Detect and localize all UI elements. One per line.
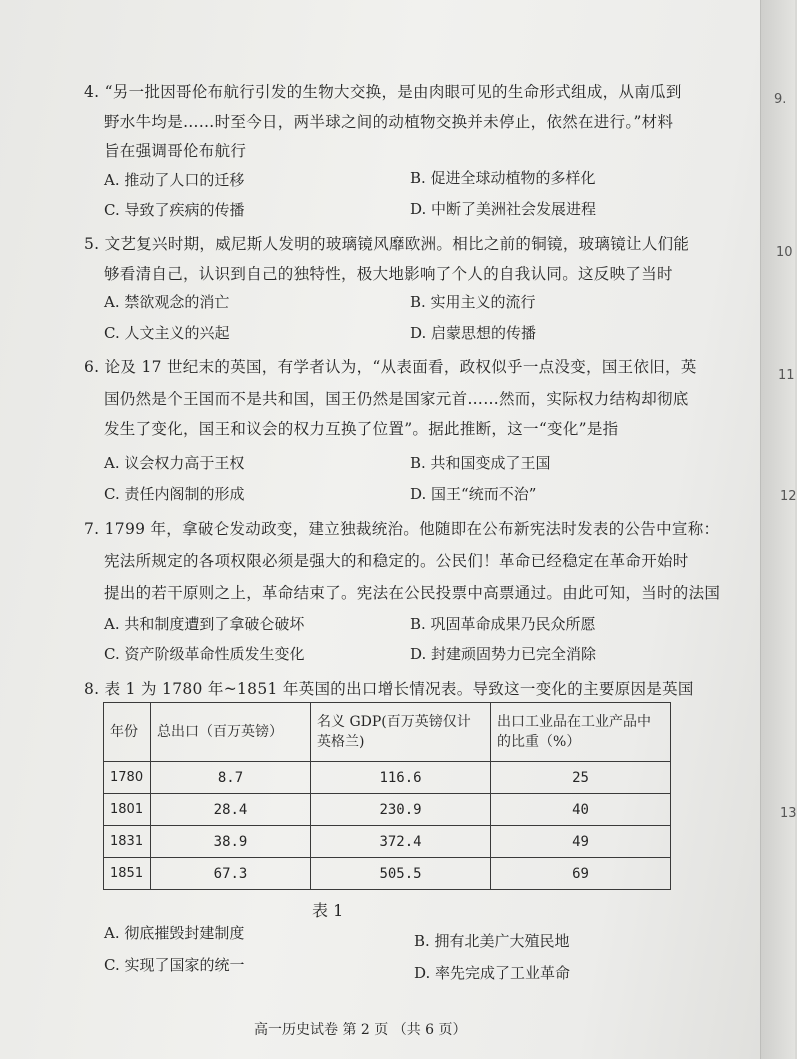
table-cell: 116.6 [311,762,491,794]
q7-line-2: 宪法所规定的各项权限必须是强大的和稳定的。公民们！革命已经稳定在革命开始时 [104,552,689,570]
q8-option-d: D. 率先完成了工业革命 [414,964,571,982]
side-number-10: 10 [776,245,793,260]
q7-line-3: 提出的若干原则之上，革命结束了。宪法在公民投票中高票通过。由此可知，当时的法国 [104,584,721,602]
table-row [104,826,671,858]
table-header-row [104,703,671,762]
q7-option-b: B. 巩固革命成果乃民众所愿 [410,615,596,633]
table-caption: 表 1 [312,901,344,920]
side-number-11: 11 [778,368,795,383]
q8-option-c: C. 实现了国家的统一 [104,956,245,974]
q6-line-2: 国仍然是个王国而不是共和国，国王仍然是国家元首……然而，实际权力结构却彻底 [104,390,689,408]
table-cell: 372.4 [311,826,491,858]
q7-option-d: D. 封建顽固势力已完全消除 [410,645,597,663]
export-table [103,702,671,890]
table-cell: 49 [491,826,671,858]
table-header-share: 出口工业品在工业产品中的比重（%） [491,703,671,762]
next-page-edge [760,0,795,1059]
q5-option-a: A. 禁欲观念的消亡 [104,293,230,311]
q6-line-3: 发生了变化，国王和议会的权力互换了位置”。据此推断，这一“变化”是指 [104,420,619,438]
table-header-year: 年份 [104,703,151,762]
table-cell: 230.9 [311,794,491,826]
q5-option-c: C. 人文主义的兴起 [104,324,230,342]
q7-line-1: 7. 1799 年，拿破仑发动政变，建立独裁统治。他随即在公布新宪法时发表的公告中宣称： [84,520,720,538]
table-cell: 69 [491,858,671,890]
table-cell: 1851 [104,858,151,890]
q5-option-b: B. 实用主义的流行 [410,293,536,311]
table-cell: 40 [491,794,671,826]
q8-option-b: B. 拥有北美广大殖民地 [414,932,570,950]
q5-line-2: 够看清自己，认识到自己的独特性，极大地影响了个人的自我认同。这反映了当时 [104,265,673,283]
side-number-9: 9. [774,92,787,107]
table-row [104,762,671,794]
q4-option-d: D. 中断了美洲社会发展进程 [410,200,597,218]
q8-option-a: A. 彻底摧毁封建制度 [104,924,245,942]
q6-option-a: A. 议会权力高于王权 [104,454,245,472]
table-cell: 38.9 [150,826,310,858]
q6-option-b: B. 共和国变成了王国 [410,454,551,472]
q4-option-a: A. 推动了人口的迁移 [104,171,245,189]
q5-option-d: D. 启蒙思想的传播 [410,324,537,342]
q5-line-1: 5. 文艺复兴时期，威尼斯人发明的玻璃镜风靡欧洲。相比之前的铜镜，玻璃镜让人们能 [84,235,690,253]
table-cell: 1831 [104,826,151,858]
page-footer: 高一历史试卷 第 2 页 （共 6 页） [254,1022,467,1038]
table-cell: 505.5 [311,858,491,890]
q7-option-c: C. 资产阶级革命性质发生变化 [104,645,305,663]
table-cell: 1801 [104,794,151,826]
q4-option-b: B. 促进全球动植物的多样化 [410,169,596,187]
table-cell: 67.3 [150,858,310,890]
q4-line-3: 旨在强调哥伦布航行 [104,142,247,160]
table-row [104,858,671,890]
q8-line-1: 8. 表 1 为 1780 年~1851 年英国的出口增长情况表。导致这一变化的主要原因是英国 [84,680,694,698]
q6-option-d: D. 国王“统而不治” [410,485,537,503]
q4-option-c: C. 导致了疾病的传播 [104,201,245,219]
table-cell: 1780 [104,762,151,794]
table-header-exports: 总出口（百万英镑） [150,703,310,762]
q6-option-c: C. 责任内阁制的形成 [104,485,245,503]
table-header-gdp: 名义 GDP(百万英镑仅计英格兰) [311,703,491,762]
q4-line-2: 野水牛均是……时至今日，两半球之间的动植物交换并未停止，依然在进行。”材料 [104,113,674,131]
q4-line-1: 4. “另一批因哥伦布航行引发的生物大交换，是由肉眼可见的生命形式组成，从南瓜到 [84,83,682,101]
q7-option-a: A. 共和制度遭到了拿破仑破坏 [104,615,305,633]
side-number-12: 12 [780,489,797,504]
table-row [104,794,671,826]
q6-line-1: 6. 论及 17 世纪末的英国，有学者认为，“从表面看，政权似乎一点没变，国王依旧，英 [84,358,697,376]
table-cell: 28.4 [150,794,310,826]
table-cell: 25 [491,762,671,794]
table-cell: 8.7 [150,762,310,794]
side-number-13: 13 [780,806,797,821]
